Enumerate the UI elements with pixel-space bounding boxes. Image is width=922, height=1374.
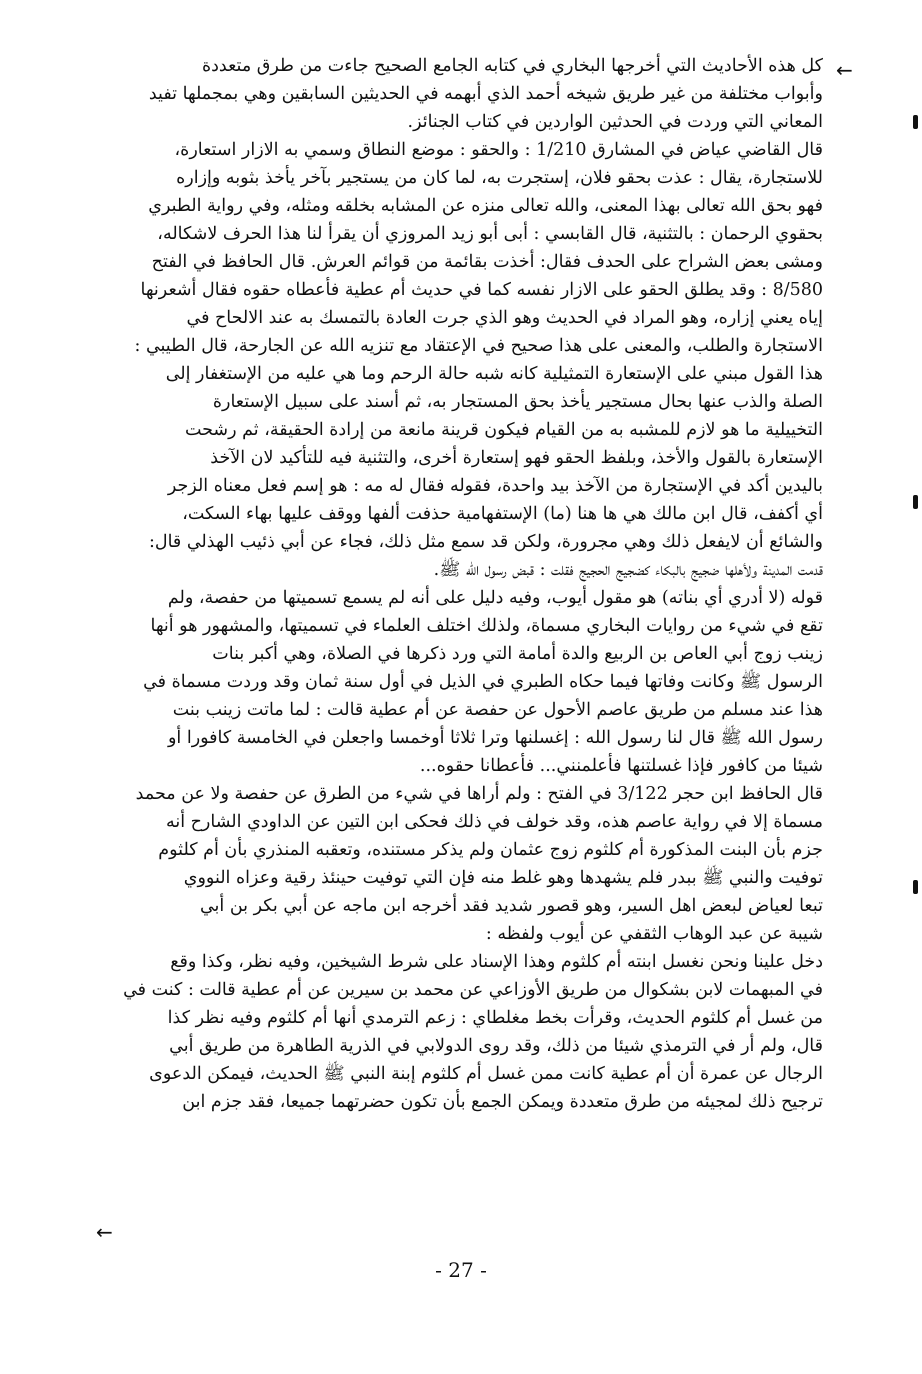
text-line: بحقوي الرحمان : بالتثنية، قال القابسي : أبى أبو زيد المروزي أن يقرأ لنا هذا الحرف لاشكاله، [157,224,823,244]
text-line: دخل علينا ونحن نغسل ابنته أم كلثوم وهذا الإسناد على شرط الشيخين، وفيه نظر، وكذا وقع [170,952,823,972]
margin-mark [913,115,918,129]
text-line: جزم بأن البنت المذكورة أم كلثوم زوج عثمان ولم يذكر مستنده، وتعقبه المنذري بأن أم كلثوم [158,840,823,860]
text-line: كل هذه الأحاديث التي أخرجها البخاري في كتابه الجامع الصحيح جاءت من طرق متعددة [201,56,823,76]
text-line: للاستجارة، يقال : عذت بحقو فلان، إستجرت به، لما كان من يستجير بآخر يأخذ بثوبه وإزاره [176,168,823,188]
text-line: قال القاضي عياض في المشارق 1/210 : والحقو : موضع النطاق وسمي به الازار استعارة، [174,140,823,160]
text-line: زينب زوج أبي العاص بن الربيع والدة أمامة التي ورد ذكرها في الصلاة، وهي أكبر بنات [212,644,823,664]
text-line: الصلة والذب عنها بحال مستجير يأخذ بحق المستجار به، ثم أسند على سبيل الإستعارة [212,392,823,412]
text-line: التخييلية ما هو لازم للمشبه به من القيام فيكون قرينة مانعة من إرادة الحقيقة، ثم رشحت [184,420,823,440]
text-line: في المبهمات لابن بشكوال من طريق الأوزاعي عن محمد بن سيرين عن أم عطية قالت : كنت في [123,980,823,1000]
text-line: توفيت والنبي ﷺ ببدر فلم يشهدها وهو غلط منه فإن التي توفيت حينئذ رقية وعزاه النووي [183,868,823,888]
text-line: الاستجارة والطلب، والمعنى على هذا صحيح في الإعتقاد مع تنزيه الله عن الجارحة، قال الطيبي : [134,336,823,356]
text-line: 8/580 : وقد يطلق الحقو على الازار نفسه كما في حديث أم عطية فأعطاه حقوه فقال أشعرنها [140,280,823,300]
margin-mark [913,880,918,894]
text-line: والشائع أن لايفعل ذلك وهي مجرورة، ولكن قد سمع مثل ذلك، فجاء عن أبي ذئيب الهذلي قال: [148,532,823,552]
margin-mark [913,495,918,509]
text-line: وأبواب مختلفة من غير طريق شيخه أحمد الذي أبهمه في الحديثين السابقين وهي بمجملها تفيد [148,84,823,104]
text-line: شيئا من كافور فإذا غسلتنها فأعلمنني... فأعطانا حقوه... [419,756,823,776]
text-line: الإستعارة بالقول والأخذ، وبلفظ الحقو فهو إستعارة أخرى، والتثنية فيه للتأكيد لان الآخذ [210,448,823,468]
text-line: شيبة عن عبد الوهاب الثقفي عن أيوب ولفظه : [485,924,823,944]
text-line: ومشى بعض الشراح على الحدف فقال: أخذت بقائمة من قوائم العرش. قال الحافظ في الفتح [151,252,823,272]
text-line: الرجال عن عمرة أن أم عطية كانت ممن غسل أم كلثوم إبنة النبي ﷺ الحديث، فيمكن الدعوى [149,1064,823,1084]
text-line: تبعا لعياض لبعض اهل السير، وهو قصور شديد فقد أخرجه ابن ماجه عن أبي بكر بن أبي [199,896,823,916]
text-line: الرسول ﷺ وكانت وفاتها فيما حكاه الطبري في الذيل في أول سنة ثمان وقد وردت مسماة في [143,672,823,692]
page-number: - 27 - [435,1258,487,1282]
text-line: من غسل أم كلثوم الحديث، وقرأت بخط مغلطاي : زعم الترمدي أنها أم كلثوم وفيه نظر كذا [167,1008,823,1028]
text-line: إياه يعني إزاره، وهو المراد في الحديث وهو الذي جرت العادة بالتمسك به عند الالحاح في [186,308,823,328]
text-line: قال الحافظ ابن حجر 3/122 في الفتح : ولم أراها في شيء من الطرق عن حفصة ولا عن محمد [135,784,823,804]
text-line: رسول الله ﷺ قال لنا رسول الله : إغسلنها وترا ثلاثا أوخمسا واجعلن في الخامسة كافورا أو [167,728,823,748]
text-line: قوله (لا أدري أي بناته) هو مقول أيوب، وفيه دليل على أنه لم يسمع تسميتها من حفصة، ولم [167,588,823,608]
continuation-arrow-icon: ← [96,1220,113,1244]
text-line: تقع في شيء من روايات البخاري مسماة، ولذلك اختلف العلماء في تسميتها، والمشهور هو أنها [150,616,823,636]
text-line: فهو بحق الله تعالى بهذا المعنى، والله تعالى منزه عن المشابه بخلقه ومثله، وفي رواية الطبري [148,196,823,216]
text-line: هذا عند مسلم من طريق عاصم الأحول عن حفصة عن أم عطية قالت : لما ماتت زينب بنت [172,700,823,720]
text-line: باليدين أكد في الإستجارة من الآخذ بيد واحدة، فقوله فقال له مه : هو إسم فعل معناه الزجر [167,476,823,496]
continuation-arrow-icon: ← [836,58,853,82]
text-line: أي أكفف، قال ابن مالك هي ها هنا (ما) الإستفهامية حذفت ألفها ووقف عليها بهاء السكت، [182,504,823,524]
text-line: مسماة إلا في رواية عاصم هذه، وقد خولف في ذلك فحكى ابن التين عن الداودي الشارح أنه [165,812,823,832]
text-line: قال، ولم أر في الترمذي شيئا من ذلك، وقد روى الدولابي في الذرية الطاهرة من طريق أبي [169,1036,823,1056]
text-line: المعاني التي وردت في الحدثين الواردين في كتاب الجنائز. [407,112,823,132]
text-line: ترجيح ذلك لمجيئه من طرق متعددة ويمكن الجمع بأن تكون حضرتهما جميعا، فقد جزم ابن [182,1092,823,1112]
text-line: قدمت المدينة ولأهلها ضجيج بالبكاء كضجيج الحجيج فقلت : قبض رسول الله ﷺ. [433,560,823,580]
text-line: هذا القول مبني على الإستعارة التمثيلية كانه شبه حالة الرحم وما هي عليه من الإستغفار إلى [165,364,823,384]
body-text [97,52,823,1116]
